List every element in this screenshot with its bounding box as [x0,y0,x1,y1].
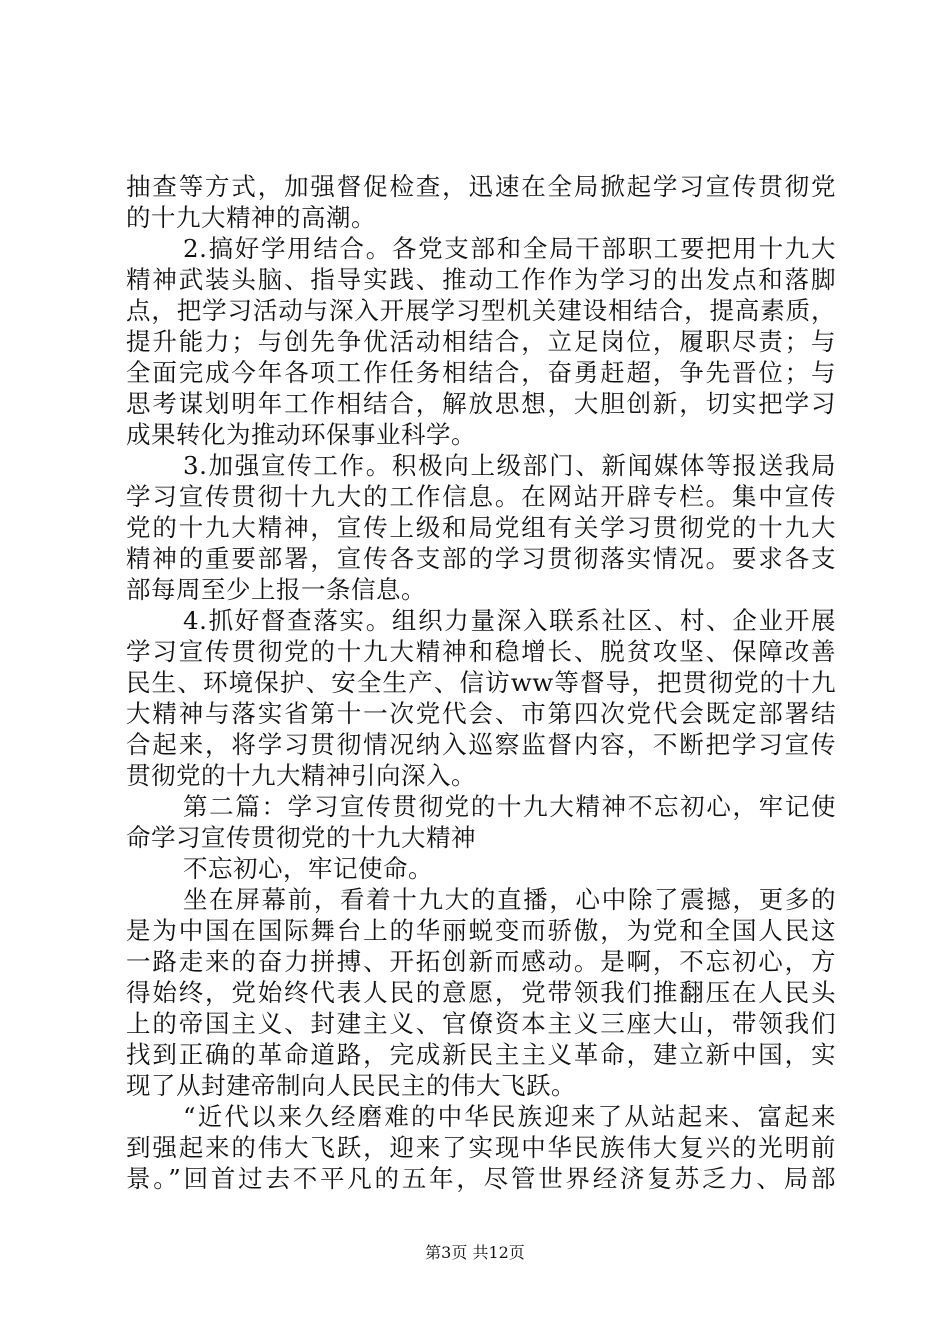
text-line: 民生、环境保护、安全生产、信访ww等督导，把贯彻党的十九 [126,668,836,697]
text-line: 思考谋划明年工作相结合，解放思想，大胆创新，切实把学习 [126,389,836,418]
section-heading: 第二篇：学习宣传贯彻党的十九大精神不忘初心，牢记使 [183,792,836,821]
text-line: 3.加强宣传工作。积极向上级部门、新闻媒体等报送我局 [183,451,836,480]
text-line: 部每周至少上报一条信息。 [126,575,426,604]
text-line: 提升能力；与创先争优活动相结合，立足岗位，履职尽责；与 [126,327,836,356]
text-line: 精神的重要部署，宣传各支部的学习贯彻落实情况。要求各支 [126,544,836,573]
text-line: 2.搞好学用结合。各党支部和全局干部职工要把用十九大 [183,234,836,263]
text-line: 抽查等方式，加强督促检查，迅速在全局掀起学习宣传贯彻党 [126,172,836,201]
text-line: 4.抓好督查落实。组织力量深入联系社区、村、企业开展 [183,606,836,635]
section-heading: 命学习宣传贯彻党的十九大精神 [126,823,476,852]
text-line: 是为中国在国际舞台上的华丽蜕变而骄傲，为党和全国人民这 [126,916,836,945]
text-line: 一路走来的奋力拼搏、开拓创新而感动。是啊，不忘初心，方 [126,947,836,976]
text-line: 党的十九大精神，宣传上级和局党组有关学习贯彻党的十九大 [126,513,836,542]
text-line: 学习宣传贯彻十九大的工作信息。在网站开辟专栏。集中宣传 [126,482,836,511]
text-line: 景。”回首过去不平凡的五年，尽管世界经济复苏乏力、局部 [126,1164,836,1193]
text-line: 得始终，党始终代表人民的意愿，党带领我们推翻压在人民头 [126,978,836,1007]
text-line: 贯彻党的十九大精神引向深入。 [126,761,476,790]
text-line: 成果转化为推动环保事业科学。 [126,420,476,449]
text-line: 点，把学习活动与深入开展学习型机关建设相结合，提高素质， [126,296,836,325]
text-line: 到强起来的伟大飞跃，迎来了实现中华民族伟大复兴的光明前 [126,1133,836,1162]
text-line: 不忘初心，牢记使命。 [183,854,433,883]
text-line: 学习宣传贯彻党的十九大精神和稳增长、脱贫攻坚、保障改善 [126,637,836,666]
text-line: 的十九大精神的高潮。 [126,203,376,232]
text-line: 精神武装头脑、指导实践、推动工作作为学习的出发点和落脚 [126,265,836,294]
text-line: 坐在屏幕前，看着十九大的直播，心中除了震撼，更多的 [183,885,836,914]
document-body [126,171,836,1194]
text-line: “近代以来久经磨难的中华民族迎来了从站起来、富起来 [183,1102,836,1131]
text-line: 大精神与落实省第十一次党代会、市第四次党代会既定部署结 [126,699,836,728]
text-line: 全面完成今年各项工作任务相结合，奋勇赶超，争先晋位；与 [126,358,836,387]
text-line: 找到正确的革命道路，完成新民主主义革命，建立新中国，实 [126,1040,836,1069]
text-line: 合起来，将学习贯彻情况纳入巡察监督内容，不断把学习宣传 [126,730,836,759]
page-number-footer: 第3页 共12页 [425,1243,525,1262]
text-line: 现了从封建帝制向人民民主的伟大飞跃。 [126,1071,576,1100]
text-line: 上的帝国主义、封建主义、官僚资本主义三座大山，带领我们 [126,1009,836,1038]
